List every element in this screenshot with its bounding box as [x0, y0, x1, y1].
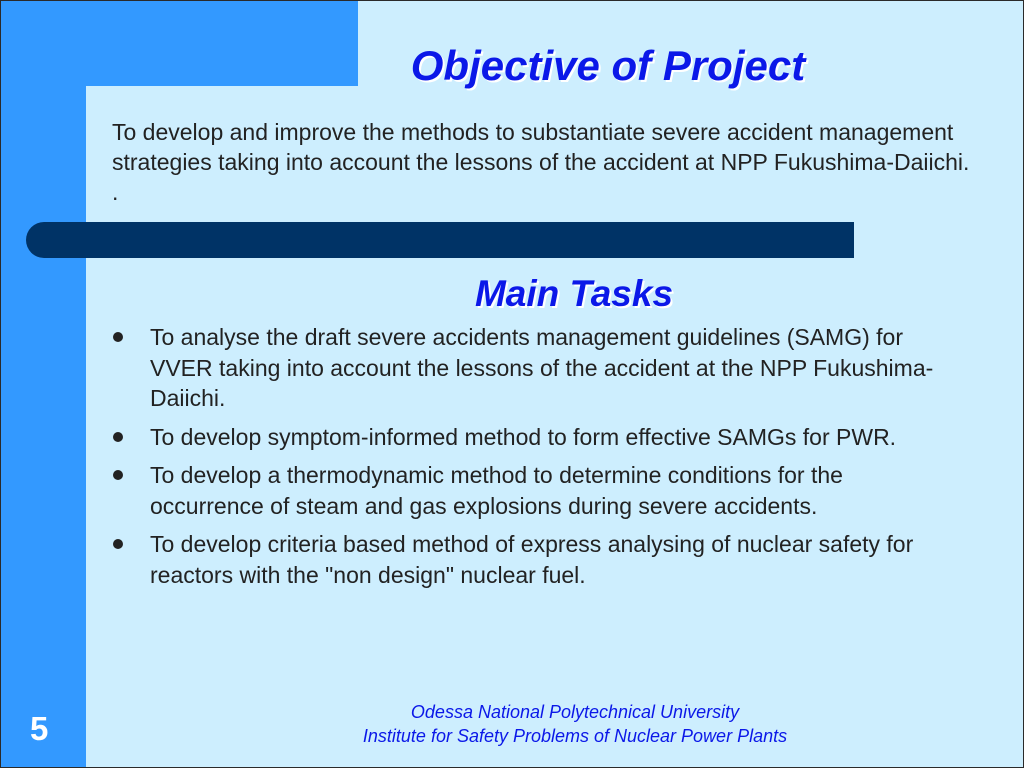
task-item [112, 422, 942, 453]
page-number: 5 [30, 710, 49, 747]
bullet-icon [113, 539, 123, 549]
task-list [112, 322, 942, 598]
separator-bar [26, 222, 854, 258]
task-item [112, 529, 942, 590]
footer-institute: Institute for Safety Problems of Nuclear Power Plants [362, 726, 788, 746]
task-text: To develop symptom-informed method to form effective SAMGs for PWR. [150, 423, 897, 450]
task-text: To develop a thermodynamic method to determine conditions for the occurrence of steam and gas explosions during severe accidents. [150, 462, 843, 519]
footer [310, 700, 840, 748]
task-item [112, 322, 942, 414]
top-accent-band [0, 0, 358, 86]
slide-title: Objective of Project [410, 42, 806, 89]
objective-text: To develop and improve the methods to substantiate severe accident management strategies taking into account the lessons of the accident at NPP Fukushima-Daiichi. . [112, 119, 970, 205]
main-tasks-heading: Main Tasks [474, 273, 674, 314]
bullet-icon [113, 432, 123, 442]
bullet-icon [113, 470, 123, 480]
footer-university: Odessa National Polytechnical University [410, 702, 740, 722]
task-text: To analyse the draft severe accidents management guidelines (SAMG) for VVER taking into account the lessons of the accident at the NPP Fukushima-Daiichi. [150, 324, 934, 411]
task-text: To develop criteria based method of express analysing of nuclear safety for reactors with the "non design" nuclear fuel. [150, 531, 914, 588]
task-item [112, 460, 942, 521]
bullet-icon [113, 332, 123, 342]
left-accent-band [0, 0, 86, 768]
